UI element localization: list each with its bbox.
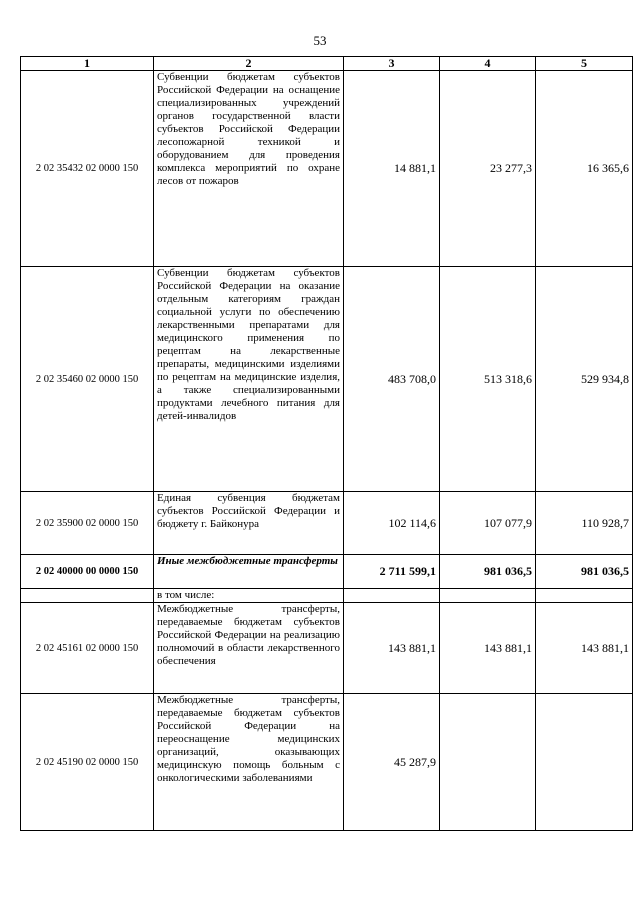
empty-cell bbox=[21, 589, 154, 603]
value-col3: 14 881,1 bbox=[344, 71, 440, 267]
page-number: 53 bbox=[313, 33, 327, 48]
budget-code: 2 02 45161 02 0000 150 bbox=[21, 603, 154, 694]
value-col3: 102 114,6 bbox=[344, 492, 440, 555]
row-description: Субвенции бюджетам субъектов Российской Федерации на оснащение специализированных учреждений органов государственной власти субъектов Российской Федерации лесопожарной техникой и оборудованием для проведения комплекса мероприятий по охране лесов от пожаров bbox=[154, 71, 344, 267]
empty-cell bbox=[440, 589, 536, 603]
table-row bbox=[21, 555, 633, 589]
budget-code: 2 02 35432 02 0000 150 bbox=[21, 71, 154, 267]
value-col5 bbox=[536, 694, 633, 831]
value-col4: 981 036,5 bbox=[440, 555, 536, 589]
table-row bbox=[21, 267, 633, 492]
column-header-4: 4 bbox=[440, 57, 536, 71]
budget-code: 2 02 40000 00 0000 150 bbox=[21, 555, 154, 589]
budget-code: 2 02 45190 02 0000 150 bbox=[21, 694, 154, 831]
value-col4: 513 318,6 bbox=[440, 267, 536, 492]
table-row bbox=[21, 71, 633, 267]
empty-cell bbox=[536, 589, 633, 603]
value-col4: 23 277,3 bbox=[440, 71, 536, 267]
table-row bbox=[21, 694, 633, 831]
row-description: Межбюджетные трансферты, передаваемые бюджетам субъектов Российской Федерации на реализацию полномочий в области лекарственного обеспечения bbox=[154, 603, 344, 694]
empty-cell bbox=[344, 589, 440, 603]
budget-table bbox=[20, 56, 633, 831]
row-description: Иные межбюджетные трансферты bbox=[154, 555, 344, 589]
value-col3: 483 708,0 bbox=[344, 267, 440, 492]
header-row bbox=[21, 57, 633, 71]
subheader-row bbox=[21, 589, 633, 603]
value-col4: 143 881,1 bbox=[440, 603, 536, 694]
value-col3: 2 711 599,1 bbox=[344, 555, 440, 589]
value-col4: 107 077,9 bbox=[440, 492, 536, 555]
table-row bbox=[21, 603, 633, 694]
value-col3: 143 881,1 bbox=[344, 603, 440, 694]
column-header-1: 1 bbox=[21, 57, 154, 71]
column-header-2: 2 bbox=[154, 57, 344, 71]
value-col3: 45 287,9 bbox=[344, 694, 440, 831]
value-col5: 981 036,5 bbox=[536, 555, 633, 589]
subheader-label: в том числе: bbox=[154, 589, 344, 603]
table-row bbox=[21, 492, 633, 555]
column-header-3: 3 bbox=[344, 57, 440, 71]
value-col5: 16 365,6 bbox=[536, 71, 633, 267]
column-header-5: 5 bbox=[536, 57, 633, 71]
budget-code: 2 02 35460 02 0000 150 bbox=[21, 267, 154, 492]
value-col5: 143 881,1 bbox=[536, 603, 633, 694]
value-col4 bbox=[440, 694, 536, 831]
value-col5: 529 934,8 bbox=[536, 267, 633, 492]
budget-code: 2 02 35900 02 0000 150 bbox=[21, 492, 154, 555]
row-description: Субвенции бюджетам субъектов Российской Федерации на оказание отдельным категориям граждан социальной услуги по обеспечению лекарственными препаратами для медицинского применения по рецептам на лекарственные препараты, медицинскими изделиями по рецептам на медицинские изделия, а также специализированными продуктами лечебного питания для детей-инвалидов bbox=[154, 267, 344, 492]
value-col5: 110 928,7 bbox=[536, 492, 633, 555]
row-description: Межбюджетные трансферты, передаваемые бюджетам субъектов Российской Федерации на переоснащение медицинских организаций, оказывающих медицинскую помощь больным с онкологическими заболеваниями bbox=[154, 694, 344, 831]
row-description: Единая субвенция бюджетам субъектов Российской Федерации и бюджету г. Байконура bbox=[154, 492, 344, 555]
